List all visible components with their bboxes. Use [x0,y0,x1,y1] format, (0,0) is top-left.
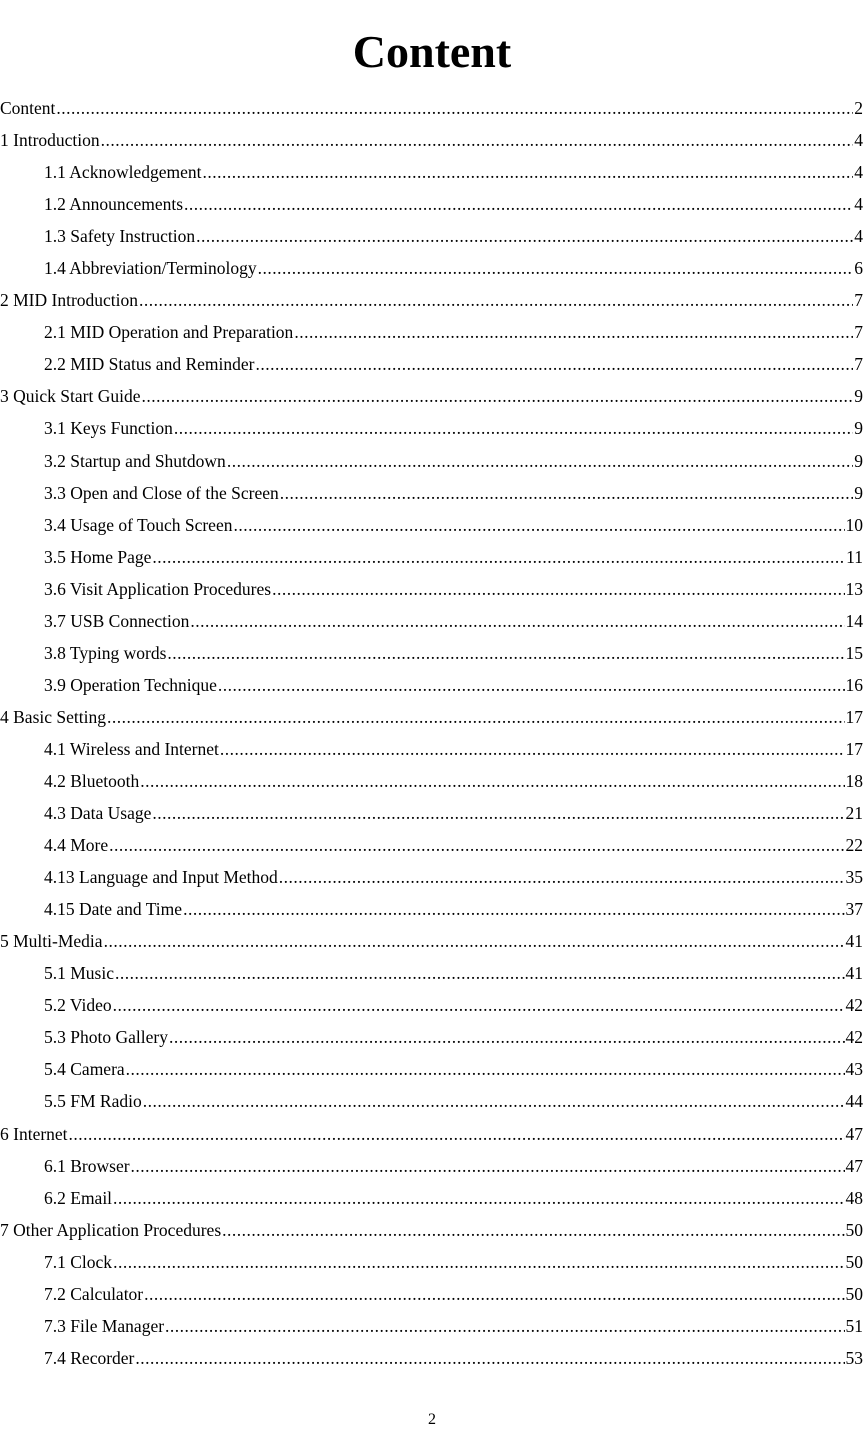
toc-entry-page: 50 [845,1251,863,1272]
toc-entry-page: 35 [845,867,863,888]
table-of-contents [0,92,864,1374]
dot-leader [218,669,845,701]
toc-entry-label: 7.3 File Manager [44,1315,165,1336]
toc-entry-label: 7 Other Application Procedures [0,1219,222,1240]
toc-entry-label: 3.9 Operation Technique [44,674,217,695]
dot-leader [280,477,854,509]
dot-leader [140,765,844,797]
toc-entry[interactable] [0,669,864,701]
dot-leader [190,605,844,637]
toc-entry-page: 4 [854,226,863,247]
toc-entry-label: 2.1 MID Operation and Preparation [44,322,294,343]
dot-leader [222,1214,844,1246]
toc-entry-label: 3 Quick Start Guide [0,386,141,407]
toc-entry-label: 1.3 Safety Instruction [44,226,196,247]
toc-entry[interactable] [0,477,864,509]
toc-entry[interactable] [0,124,864,156]
dot-leader [113,1246,844,1278]
toc-entry[interactable] [0,989,864,1021]
toc-entry-page: 41 [845,931,863,952]
toc-entry-page: 15 [845,642,863,663]
toc-entry[interactable] [0,1021,864,1053]
toc-entry[interactable] [0,252,864,284]
toc-entry-label: 6.1 Browser [44,1155,130,1176]
toc-entry-page: 14 [845,610,863,631]
toc-entry-label: 3.7 USB Connection [44,610,190,631]
toc-entry[interactable] [0,925,864,957]
toc-entry-page: 4 [854,162,863,183]
dot-leader [183,893,844,925]
toc-entry[interactable] [0,220,864,252]
toc-entry-label: 5.5 FM Radio [44,1091,142,1112]
dot-leader [104,925,845,957]
toc-entry-page: 37 [845,899,863,920]
toc-entry-label: 3.5 Home Page [44,546,152,567]
toc-entry-page: 42 [845,1027,863,1048]
toc-entry-page: 17 [845,706,863,727]
toc-entry[interactable] [0,156,864,188]
dot-leader [115,957,845,989]
toc-entry-page: 6 [854,258,863,279]
toc-entry[interactable] [0,541,864,573]
dot-leader [279,861,845,893]
dot-leader [255,348,853,380]
toc-entry[interactable] [0,1053,864,1085]
toc-entry[interactable] [0,861,864,893]
toc-entry-page: 47 [845,1123,863,1144]
dot-leader [184,188,853,220]
toc-entry-label: 5.4 Camera [44,1059,125,1080]
toc-entry-label: 3.1 Keys Function [44,418,173,439]
toc-entry-label: 4.2 Bluetooth [44,770,140,791]
toc-entry-page: 7 [854,322,863,343]
toc-entry[interactable] [0,348,864,380]
toc-entry-page: 9 [854,386,863,407]
toc-entry-label: 1.1 Acknowledgement [44,162,202,183]
dot-leader [113,1182,844,1214]
dot-leader [144,1278,844,1310]
toc-entry[interactable] [0,92,864,124]
toc-entry-label: 2 MID Introduction [0,290,139,311]
dot-leader [141,380,853,412]
toc-entry-page: 47 [845,1155,863,1176]
toc-entry-page: 44 [845,1091,863,1112]
toc-entry-page: 7 [854,290,863,311]
toc-entry[interactable] [0,605,864,637]
dot-leader [143,1085,845,1117]
dot-leader [152,541,845,573]
toc-entry-label: 6.2 Email [44,1187,113,1208]
dot-leader [107,701,845,733]
toc-entry[interactable] [0,765,864,797]
toc-entry[interactable] [0,957,864,989]
dot-leader [135,1342,844,1374]
dot-leader [272,573,844,605]
toc-entry-label: 4.13 Language and Input Method [44,867,278,888]
toc-entry-label: 5.2 Video [44,995,112,1016]
toc-entry[interactable] [0,1310,864,1342]
dot-leader [109,829,844,861]
dot-leader [165,1310,844,1342]
toc-entry[interactable] [0,1278,864,1310]
toc-entry-page: 41 [845,963,863,984]
toc-entry-label: 3.6 Visit Application Procedures [44,578,272,599]
dot-leader [139,284,853,316]
toc-entry[interactable] [0,1150,864,1182]
dot-leader [169,1021,845,1053]
dot-leader [233,509,844,541]
dot-leader [294,316,853,348]
toc-entry-label: 4 Basic Setting [0,706,106,727]
dot-leader [131,1150,845,1182]
dot-leader [174,412,853,444]
toc-entry-label: 1 Introduction [0,130,100,151]
toc-entry-page: 7 [854,354,863,375]
toc-entry-label: 3.2 Startup and Shutdown [44,450,226,471]
dot-leader [167,637,844,669]
toc-entry-page: 43 [845,1059,863,1080]
toc-entry-page: 17 [845,738,863,759]
toc-entry-label: 7.4 Recorder [44,1347,135,1368]
toc-entry-page: 53 [845,1347,863,1368]
toc-entry-label: 3.3 Open and Close of the Screen [44,482,279,503]
dot-leader [69,1118,845,1150]
toc-entry[interactable] [0,1085,864,1117]
toc-entry-label: 5 Multi-Media [0,931,103,952]
toc-entry[interactable] [0,284,864,316]
toc-entry-label: Content [0,98,56,118]
toc-entry-label: 1.2 Announcements [44,194,184,215]
toc-entry-page: 11 [846,546,863,567]
toc-entry-page: 9 [854,482,863,503]
toc-entry-page: 10 [845,514,863,535]
toc-entry-page: 16 [845,674,863,695]
toc-entry-label: 4.3 Data Usage [44,803,152,824]
toc-entry-page: 50 [845,1219,863,1240]
dot-leader [258,252,854,284]
toc-entry-label: 5.1 Music [44,963,114,984]
toc-entry[interactable] [0,380,864,412]
toc-entry-label: 7.2 Calculator [44,1283,144,1304]
dot-leader [202,156,853,188]
toc-entry-page: 4 [854,130,863,151]
page-title: Content [352,25,512,77]
toc-entry-label: 3.8 Typing words [44,642,167,663]
toc-entry[interactable] [0,637,864,669]
toc-entry-label: 4.1 Wireless and Internet [44,738,219,759]
toc-entry[interactable] [0,573,864,605]
toc-entry-page: 9 [854,450,863,471]
dot-leader [220,733,845,765]
toc-entry[interactable] [0,188,864,220]
toc-entry-label: 5.3 Photo Gallery [44,1027,168,1048]
toc-entry[interactable] [0,1118,864,1150]
toc-entry-label: 4.15 Date and Time [44,899,183,920]
toc-entry-page: 42 [845,995,863,1016]
dot-leader [56,92,853,124]
toc-entry[interactable] [0,1214,864,1246]
toc-entry-label: 7.1 Clock [44,1251,113,1272]
toc-entry-page: 50 [845,1283,863,1304]
toc-entry-label: 3.4 Usage of Touch Screen [44,514,233,535]
page-number: 2 [428,1411,436,1428]
toc-entry-page: 48 [845,1187,863,1208]
toc-entry-label: 6 Internet [0,1123,68,1144]
toc-entry-page: 18 [845,770,863,791]
toc-entry[interactable] [0,509,864,541]
toc-entry-page: 9 [854,418,863,439]
toc-entry[interactable] [0,412,864,444]
toc-entry[interactable] [0,893,864,925]
toc-entry-page: 13 [845,578,863,599]
dot-leader [227,445,853,477]
toc-entry-page: 22 [845,835,863,856]
toc-entry[interactable] [0,445,864,477]
toc-entry[interactable] [0,316,864,348]
dot-leader [126,1053,845,1085]
dot-leader [113,989,845,1021]
toc-entry-label: 4.4 More [44,835,109,856]
toc-entry-page: 4 [854,194,863,215]
dot-leader [101,124,854,156]
toc-entry-label: 1.4 Abbreviation/Terminology [44,258,257,279]
toc-entry[interactable] [0,829,864,861]
dot-leader [152,797,844,829]
toc-entry-page: 21 [845,803,863,824]
toc-entry-label: 2.2 MID Status and Reminder [44,354,255,375]
toc-entry-page: 2 [854,98,863,118]
toc-entry-page: 51 [845,1315,863,1336]
toc-entry[interactable] [0,1182,864,1214]
toc-entry[interactable] [0,1246,864,1278]
toc-entry[interactable] [0,701,864,733]
dot-leader [196,220,853,252]
toc-entry[interactable] [0,1342,864,1374]
toc-entry[interactable] [0,733,864,765]
toc-entry[interactable] [0,797,864,829]
